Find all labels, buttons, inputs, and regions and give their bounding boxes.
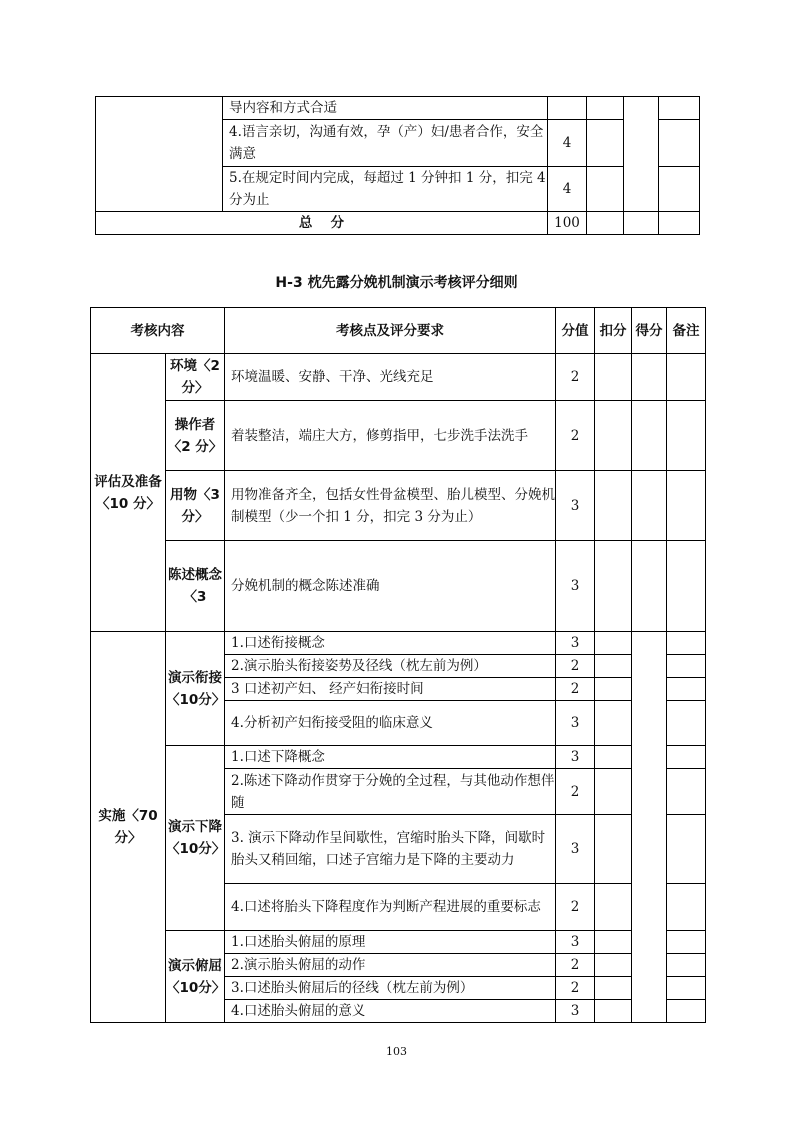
section-label: 实施〈70 分〉 <box>91 632 166 1023</box>
requirement-cell: 环境温暖、安静、干净、光线充足 <box>225 354 556 401</box>
header-deduct: 扣分 <box>595 308 632 354</box>
note-cell <box>667 655 706 678</box>
table-row <box>91 632 706 655</box>
subsection-label: 操作者〈2 分〉 <box>166 401 225 471</box>
got-cell <box>632 401 667 471</box>
subsection-label: 演示俯屈〈10分〉 <box>166 931 225 1023</box>
requirement-cell: 4.分析初产妇衔接受阻的临床意义 <box>225 701 556 746</box>
deduct-cell <box>595 701 632 746</box>
subsection-label: 演示衔接〈10分〉 <box>166 632 225 746</box>
total-label: 总 分 <box>96 212 548 235</box>
got-cell <box>632 471 667 541</box>
deduct-cell <box>595 471 632 541</box>
deduct-cell <box>595 769 632 815</box>
score-cell: 2 <box>556 678 595 701</box>
subsection-label: 陈述概念〈3 <box>166 541 225 632</box>
header-note: 备注 <box>667 308 706 354</box>
requirement-cell: 2.演示胎头俯屈的动作 <box>225 954 556 977</box>
note-cell <box>667 746 706 769</box>
score-cell: 3 <box>556 632 595 655</box>
deduct-cell <box>595 541 632 632</box>
note-cell <box>667 931 706 954</box>
deduct-cell <box>587 120 624 167</box>
requirement-cell: 3.口述胎头俯屈后的径线（枕左前为例） <box>225 977 556 1000</box>
note-cell <box>667 954 706 977</box>
blank-cell <box>96 97 223 212</box>
note-cell <box>659 167 700 212</box>
deduct-cell <box>595 1000 632 1023</box>
requirement-cell: 着装整洁，端庄大方，修剪指甲，七步洗手法洗手 <box>225 401 556 471</box>
requirement-cell: 4.口述胎头俯屈的意义 <box>225 1000 556 1023</box>
score-cell: 3 <box>556 541 595 632</box>
score-cell: 4 <box>548 167 587 212</box>
requirement-cell: 1.口述下降概念 <box>225 746 556 769</box>
header-row <box>91 308 706 354</box>
score-cell <box>548 97 587 120</box>
subsection-label: 演示下降〈10分〉 <box>166 746 225 931</box>
score-cell: 2 <box>556 884 595 931</box>
note-cell <box>667 1000 706 1023</box>
table-row <box>91 471 706 541</box>
deduct-cell <box>595 977 632 1000</box>
note-cell <box>667 471 706 541</box>
note-cell <box>659 120 700 167</box>
got-cell <box>632 354 667 401</box>
note-cell <box>667 977 706 1000</box>
table-row <box>91 401 706 471</box>
note-cell <box>667 541 706 632</box>
total-row <box>96 212 700 235</box>
page-title: H-3 枕先露分娩机制演示考核评分细则 <box>275 275 518 291</box>
table-row <box>96 97 700 120</box>
score-cell: 3 <box>556 815 595 884</box>
note-cell <box>667 769 706 815</box>
deduct-cell <box>595 354 632 401</box>
deduct-cell <box>595 678 632 701</box>
score-cell: 2 <box>556 655 595 678</box>
subsection-label: 用物〈3 分〉 <box>166 471 225 541</box>
note-cell <box>667 401 706 471</box>
requirement-cell: 3. 演示下降动作呈间歇性，宫缩时胎头下降，间歇时胎头又稍回缩，口述子宫缩力是下降的主要动力 <box>225 815 556 884</box>
score-cell: 3 <box>556 701 595 746</box>
scoring-table <box>90 307 706 1023</box>
requirement-cell: 分娩机制的概念陈述准确 <box>225 541 556 632</box>
requirement-cell: 用物准备齐全，包括女性骨盆模型、胎儿模型、分娩机制模型（少一个扣 1 分，扣完 3 分为止） <box>225 471 556 541</box>
score-cell: 3 <box>556 931 595 954</box>
requirement-cell: 1.口述胎头俯屈的原理 <box>225 931 556 954</box>
deduct-cell <box>595 931 632 954</box>
header-content: 考核内容 <box>91 308 225 354</box>
deduct-cell <box>595 655 632 678</box>
total-score: 100 <box>548 212 587 235</box>
score-cell: 2 <box>556 977 595 1000</box>
deduct-cell <box>595 884 632 931</box>
requirement-cell: 5.在规定时间内完成，每超过 1 分钟扣 1 分，扣完 4 分为止 <box>223 167 548 212</box>
note-cell <box>659 97 700 120</box>
requirement-cell: 4.口述将胎头下降程度作为判断产程进展的重要标志 <box>225 884 556 931</box>
header-points: 考核点及评分要求 <box>225 308 556 354</box>
requirement-cell: 1.口述衔接概念 <box>225 632 556 655</box>
note-cell <box>667 632 706 655</box>
score-cell: 4 <box>548 120 587 167</box>
score-cell: 3 <box>556 1000 595 1023</box>
note-cell <box>667 701 706 746</box>
note-cell <box>659 212 700 235</box>
header-got: 得分 <box>632 308 667 354</box>
note-cell <box>667 354 706 401</box>
continuation-table <box>95 96 700 235</box>
requirement-cell: 2.陈述下降动作贯穿于分娩的全过程，与其他动作想伴随 <box>225 769 556 815</box>
requirement-cell: 导内容和方式合适 <box>223 97 548 120</box>
note-cell <box>667 884 706 931</box>
score-cell: 3 <box>556 471 595 541</box>
deduct-cell <box>595 954 632 977</box>
deduct-cell <box>595 815 632 884</box>
deduct-cell <box>595 401 632 471</box>
deduct-cell <box>587 97 624 120</box>
score-cell: 2 <box>556 769 595 815</box>
deduct-cell <box>587 167 624 212</box>
requirement-cell: 3 口述初产妇、 经产妇衔接时间 <box>225 678 556 701</box>
table-row <box>91 354 706 401</box>
score-cell: 2 <box>556 401 595 471</box>
table-row <box>91 931 706 954</box>
got-cell <box>624 212 659 235</box>
table-row <box>91 746 706 769</box>
deduct-cell <box>595 746 632 769</box>
note-cell <box>667 678 706 701</box>
score-cell: 2 <box>556 954 595 977</box>
requirement-cell: 4.语言亲切，沟通有效，孕（产）妇/患者合作，安全满意 <box>223 120 548 167</box>
deduct-cell <box>587 212 624 235</box>
score-cell: 2 <box>556 354 595 401</box>
table-row <box>91 541 706 632</box>
got-cell <box>624 97 659 212</box>
section-label: 评估及准备〈10 分〉 <box>91 354 166 632</box>
note-cell <box>667 815 706 884</box>
score-cell: 3 <box>556 746 595 769</box>
header-score: 分值 <box>556 308 595 354</box>
subsection-label: 环境〈2 分〉 <box>166 354 225 401</box>
deduct-cell <box>595 632 632 655</box>
page-number: 103 <box>386 1045 407 1058</box>
got-cell <box>632 632 667 1023</box>
requirement-cell: 2.演示胎头衔接姿势及径线（枕左前为例） <box>225 655 556 678</box>
got-cell <box>632 541 667 632</box>
